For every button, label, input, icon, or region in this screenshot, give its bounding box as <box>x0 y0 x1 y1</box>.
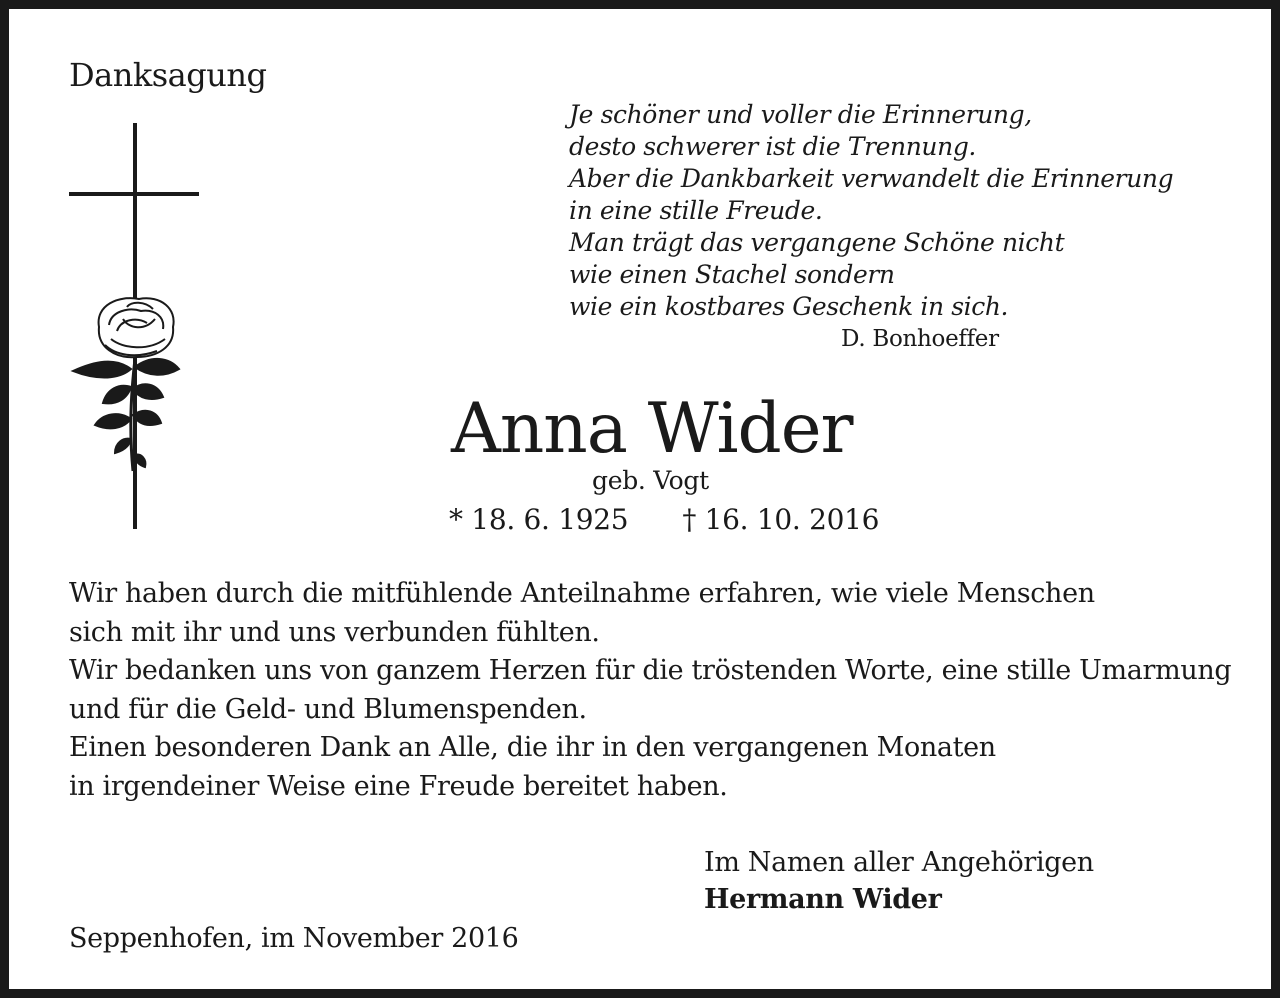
place-and-date: Seppenhofen, im November 2016 <box>69 923 519 954</box>
signer-name: Hermann Wider <box>704 884 942 915</box>
quote-author: D. Bonhoeffer <box>841 326 999 352</box>
closing-signature <box>704 844 1094 918</box>
bonhoeffer-quote <box>569 99 1173 323</box>
birth-date: * 18. 6. 1925 <box>449 503 629 536</box>
thank-you-message <box>69 575 1231 806</box>
message-line: Wir bedanken uns von ganzem Herzen für die tröstenden Worte, eine stille Umarmung <box>69 655 1232 686</box>
maiden-name: geb. Vogt <box>592 466 709 495</box>
quote-line: desto schwerer ist die Trennung. <box>569 132 976 161</box>
life-dates <box>449 502 879 538</box>
message-line: sich mit ihr und uns verbunden fühlten. <box>69 616 600 648</box>
message-line: Wir haben durch die mitfühlende Anteilnahme erfahren, wie viele Menschen <box>69 578 1095 609</box>
deceased-name: Anna Wider <box>451 389 853 469</box>
message-line: Einen besonderen Dank an Alle, die ihr in den vergangenen Monaten <box>69 732 996 763</box>
quote-line: Aber die Dankbarkeit verwandelt die Erinnerung <box>569 164 1174 193</box>
quote-line: wie ein kostbares Geschenk in sich. <box>569 292 1009 321</box>
notice-heading: Danksagung <box>69 56 267 94</box>
death-date: † 16. 10. 2016 <box>682 503 880 536</box>
quote-line: Je schöner und voller die Erinnerung, <box>569 100 1032 129</box>
message-line: und für die Geld- und Blumenspenden. <box>69 693 587 725</box>
message-line: in irgendeiner Weise eine Freude bereitet haben. <box>69 770 728 802</box>
signature-intro: Im Namen aller Angehörigen <box>704 847 1094 878</box>
quote-line: wie einen Stachel sondern <box>569 260 895 289</box>
quote-line: in eine stille Freude. <box>569 196 823 225</box>
quote-line: Man trägt das vergangene Schöne nicht <box>569 228 1065 257</box>
rose-icon <box>73 298 179 471</box>
cross-rose-emblem <box>65 119 205 539</box>
